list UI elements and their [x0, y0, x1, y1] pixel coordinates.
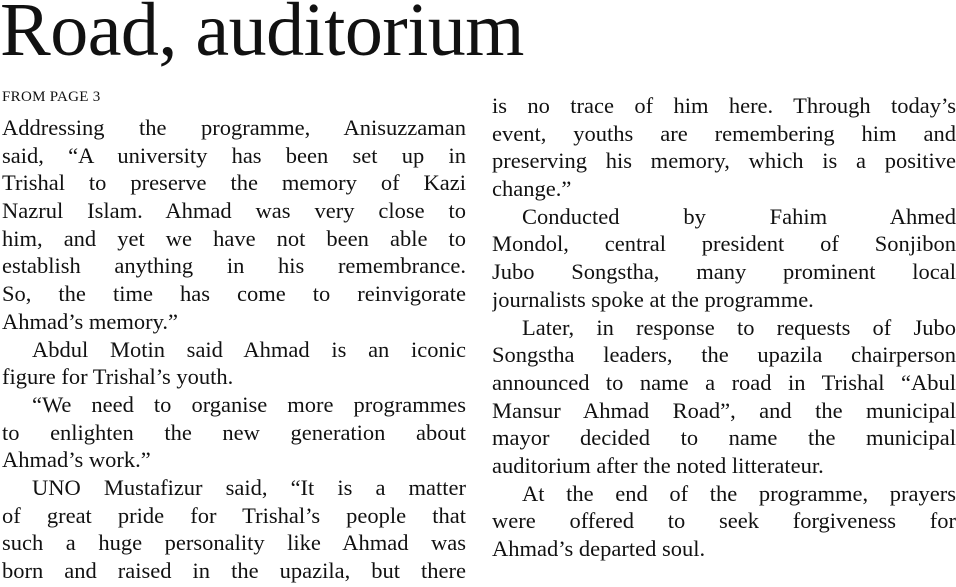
text-line: Conducted by Fahim Ahmed: [522, 203, 956, 229]
text-line: “We need to organise more programmes: [32, 391, 466, 417]
text-line: journalists spoke at the programme.: [492, 286, 814, 312]
text-line: Ahmad’s work.”: [2, 447, 151, 473]
text-line: Songstha leaders, the upazila chairperson: [492, 342, 956, 368]
text-line: Ahmad’s departed soul.: [492, 536, 706, 561]
text-line: of great pride for Trishal’s people that: [2, 502, 466, 528]
text-line: such a huge personality like Ahmad was: [2, 530, 466, 556]
text-line: to enlighten the new generation about: [2, 419, 466, 445]
text-line: Mondol, central president of Sonjibon: [492, 231, 956, 257]
text-line: Jubo Songstha, many prominent local: [492, 259, 956, 285]
text-line: auditorium after the noted litterateur.: [492, 452, 824, 478]
text-line: were offered to seek forgiveness for: [492, 508, 956, 534]
headline: Road, auditorium: [0, 0, 524, 72]
text-line: At the end of the programme, prayers: [522, 480, 956, 506]
text-line: preserving his memory, which is a positive: [492, 148, 956, 174]
text-line: change.”: [492, 176, 572, 202]
jump-label: FROM PAGE 3: [2, 89, 101, 105]
left-column: [2, 114, 466, 585]
text-line: Addressing the programme, Anisuzzaman: [2, 115, 466, 140]
text-line: said, “A university has been set up in: [2, 142, 466, 168]
text-line: UNO Mustafizur said, “It is a matter: [32, 474, 466, 500]
text-line: figure for Trishal’s youth.: [2, 364, 234, 390]
text-line: Later, in response to requests of Jubo: [522, 314, 956, 340]
text-line: Trishal to preserve the memory of Kazi: [2, 170, 466, 196]
text-line: So, the time has come to reinvigorate: [2, 281, 466, 307]
text-line: event, youths are remembering him and: [492, 120, 956, 146]
text-line: Nazrul Islam. Ahmad was very close to: [2, 198, 466, 224]
right-column: [492, 92, 956, 563]
text-line: is no trace of him here. Through today’s: [492, 93, 956, 118]
text-line: mayor decided to name the municipal: [492, 425, 956, 451]
text-line: born and raised in the upazila, but there: [2, 558, 466, 583]
text-line: Mansur Ahmad Road”, and the municipal: [492, 397, 956, 423]
text-line: Abdul Motin said Ahmad is an iconic: [32, 336, 466, 362]
text-line: announced to name a road in Trishal “Abul: [492, 369, 956, 395]
text-line: him, and yet we have not been able to: [2, 225, 466, 251]
text-line: Ahmad’s memory.”: [2, 308, 179, 334]
text-line: establish anything in his remembrance.: [2, 253, 466, 279]
